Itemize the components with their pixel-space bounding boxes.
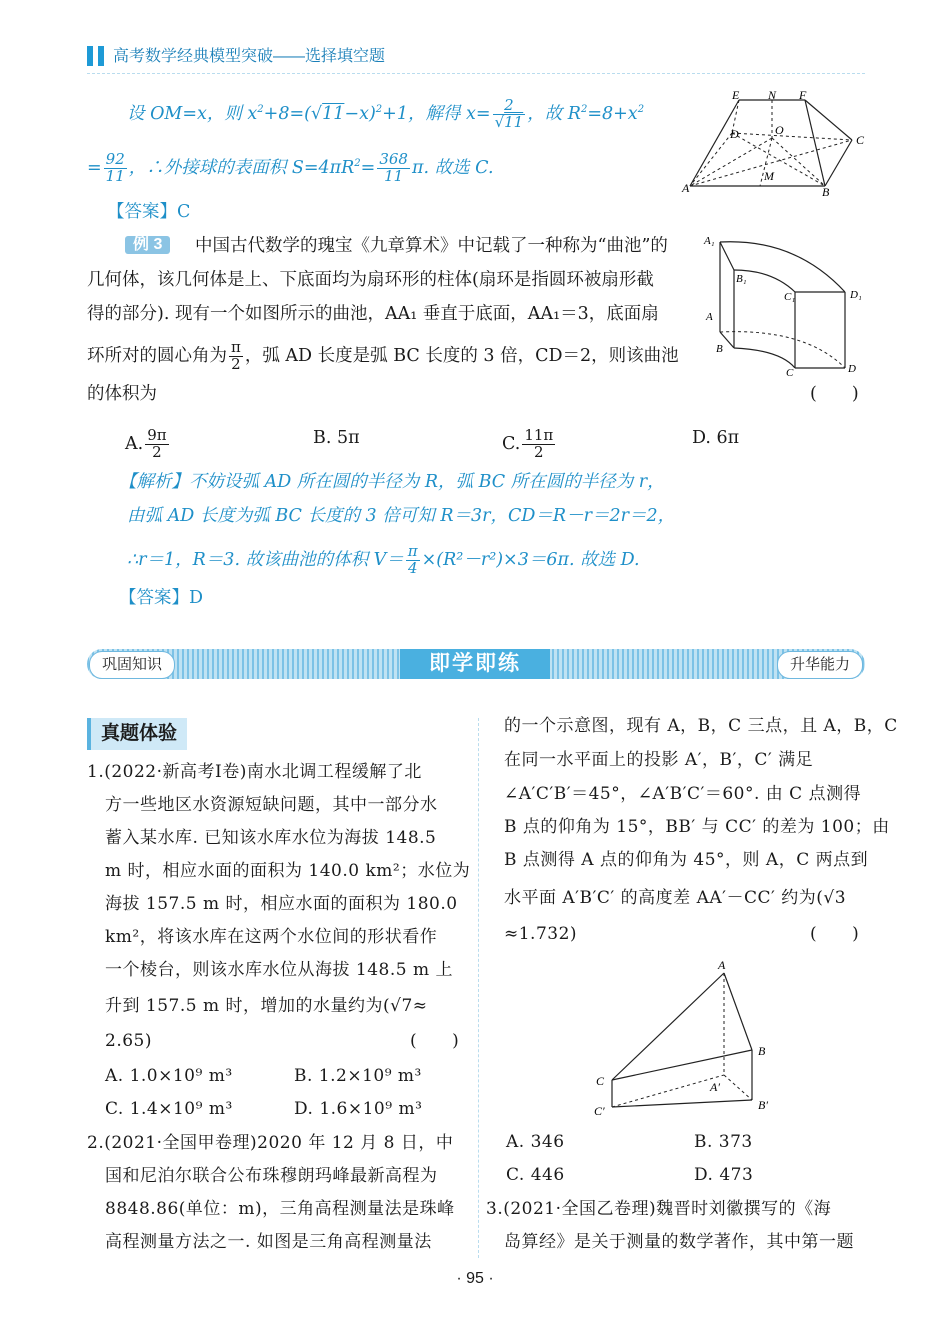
- q2-option-a: A. 346: [506, 1132, 565, 1152]
- solution3-line-1: 【解析】不妨设弧 AD 所在圆的半径为 R，弧 BC 所在圆的半径为 r，: [119, 472, 665, 492]
- text: =: [360, 157, 376, 178]
- q2-line-3: 8848.86(单位：m)，三角高程测量法是珠峰: [105, 1199, 455, 1219]
- q1-option-d: D. 1.6×10⁹ m³: [294, 1099, 423, 1119]
- q1-line-1: 1.(2022·新高考Ⅰ卷)南水北调工程缓解了北: [87, 762, 422, 782]
- frac-den: 2: [534, 442, 544, 461]
- frac-den: 4: [407, 558, 418, 577]
- text: ∴r＝1，R＝3. 故该曲池的体积 V＝: [127, 549, 404, 570]
- example-badge: [125, 236, 170, 254]
- text: ，∴外接球的表面积 S=4πR: [128, 157, 355, 178]
- q1-line-7: 一个棱台，则该水库水位从海拔 148.5 m 上: [105, 960, 453, 980]
- label-A-prime: A′: [710, 1080, 720, 1094]
- option-a: [125, 428, 171, 461]
- q2-option-d: D. 473: [694, 1165, 754, 1185]
- example3-line-4: [87, 340, 679, 373]
- answer-label: 【答案】C: [107, 202, 191, 222]
- banner-right-label: 升华能力: [777, 651, 863, 679]
- frac-num: π: [407, 542, 418, 560]
- solution-line-2: = $\frac{92}{11}$ ，∴外接球的表面积 $S=4\pi R^2=$ $\frac{368}{11}$ π. 故选 C.: [87, 150, 494, 185]
- frac-num: 92: [105, 150, 125, 168]
- label-D: D: [848, 363, 856, 375]
- q2-right-line-4: B 点的仰角为 15°，BB′ 与 CC′ 的差为 100；由: [504, 817, 890, 837]
- label-O: O: [775, 123, 784, 137]
- page-number: · 95 ·: [456, 1270, 494, 1287]
- q2-right-line-1: 的一个示意图，现有 A，B，C 三点，且 A，B，C: [504, 716, 898, 736]
- option-b: B. 5π: [313, 428, 360, 448]
- text: ，故 R: [527, 103, 581, 124]
- q1-line-8: 升到 157.5 m 时，增加的水量约为(√7≈: [105, 996, 428, 1016]
- frac-den: 2: [231, 354, 241, 373]
- label-A1: A₁: [704, 235, 715, 247]
- label-E: E: [732, 88, 740, 102]
- label-B-prime: B′: [758, 1098, 768, 1112]
- section-tag: 真题体验: [87, 718, 187, 750]
- q1-line-9: 2.65): [105, 1031, 152, 1051]
- example3-line-1: 中国古代数学的瑰宝《九章算术》中记载了一种称为“曲池”的: [195, 236, 668, 256]
- q1-line-2: 方一些地区水资源短缺问题，其中一部分水: [105, 795, 438, 815]
- frac-den: 11: [384, 166, 404, 185]
- solution-line-1: 设 OM=x，则 $x^2+8=(√11-x)^2+1$，解得 x= $\frac{2}{√11}$ ，故 $R^2=8+x^2$: [127, 96, 645, 131]
- text: 11: [322, 103, 345, 124]
- q1-line-4: m 时，相应水面的面积为 140.0 km²；水位为: [105, 861, 471, 881]
- q1-option-c: C. 1.4×10⁹ m³: [105, 1099, 233, 1119]
- label-A: A: [706, 311, 713, 323]
- frac-den: 11: [105, 166, 125, 185]
- answer-paren: ( ): [810, 384, 859, 404]
- option-a-label: A.: [125, 433, 144, 454]
- q3-line-1: 3.(2021·全国乙卷理)魏晋时刘徽撰写的《海: [486, 1199, 832, 1219]
- q3-line-2: 岛算经》是关于测量的数学著作，其中第一题: [504, 1232, 854, 1252]
- label-M: M: [764, 169, 774, 183]
- solution3-line-2: 由弧 AD 长度为弧 BC 长度的 3 倍可知 R＝3r，CD＝R－r＝2r＝2，: [127, 506, 676, 526]
- text: 环所对的圆心角为: [87, 345, 227, 366]
- text: ×(R²－r²)×3＝6π. 故选 D.: [421, 549, 640, 570]
- text: ，弧 AD 长度是弧 BC 长度的 3 倍，CD＝2，则该曲池: [244, 345, 679, 366]
- q2-line-1: 2.(2021·全国甲卷理)2020 年 12 月 8 日，中: [87, 1133, 454, 1153]
- text: =8+x: [587, 103, 638, 124]
- header-title: 高考数学经典模型突破——选择填空题: [113, 48, 386, 65]
- label-B: B: [822, 185, 830, 198]
- text: −x): [344, 103, 376, 124]
- q2-line-4: 高程测量方法之一. 如图是三角高程测量法: [105, 1232, 432, 1252]
- q1-line-6: km²，将该水库在这两个水位间的形状看作: [105, 927, 438, 947]
- label-A: A: [682, 181, 690, 195]
- triangulation-figure: [590, 955, 780, 1120]
- frac-den: 2: [152, 442, 162, 461]
- banner-title: 即学即练: [429, 652, 521, 675]
- label-A: A: [718, 958, 726, 972]
- label-C: C: [856, 133, 865, 147]
- q1-option-a: A. 1.0×10⁹ m³: [105, 1066, 233, 1086]
- text: 设 OM=x，则 x: [127, 103, 258, 124]
- header-bar-icon: [87, 46, 93, 66]
- q2-right-line-7: ≈1.732): [504, 924, 578, 944]
- example3-line-3: 得的部分). 现有一个如图所示的曲池，AA₁ 垂直于底面，AA₁＝3，底面扇: [87, 304, 659, 324]
- frustum-figure: [680, 88, 870, 198]
- label-D: D: [730, 127, 739, 141]
- label-B1: B₁: [736, 273, 747, 285]
- example3-line-2: 几何体，该几何体是上、下底面均为扇环形的柱体(扇环是指圆环被扇形截: [87, 270, 654, 290]
- header-divider: [87, 73, 865, 74]
- text: +8=(: [263, 103, 311, 124]
- q2-right-line-2: 在同一水平面上的投影 A′，B′，C′ 满足: [504, 750, 814, 770]
- column-divider: [478, 718, 479, 1258]
- label-B: B: [758, 1044, 766, 1058]
- label-C-prime: C′: [594, 1104, 605, 1118]
- label-C: C: [596, 1074, 605, 1088]
- option-c: [502, 428, 557, 461]
- curved-pool-figure: [700, 230, 870, 380]
- label-C1: C₁: [784, 291, 796, 303]
- label-B: B: [716, 343, 723, 355]
- q2-option-c: C. 446: [506, 1165, 565, 1185]
- text: +1，解得 x=: [382, 103, 491, 124]
- q2-right-line-3: ∠A′C′B′＝45°，∠A′B′C′＝60°. 由 C 点测得: [504, 784, 862, 804]
- q1-line-5: 海拔 157.5 m 时，相应水面的面积为 180.0: [105, 894, 458, 914]
- q2-option-b: B. 373: [694, 1132, 753, 1152]
- q1-option-b: B. 1.2×10⁹ m³: [294, 1066, 422, 1086]
- text: =: [87, 157, 102, 178]
- q1-answer-paren: ( ): [410, 1031, 460, 1051]
- label-C: C: [786, 367, 794, 379]
- q2-answer-paren: ( ): [810, 924, 860, 944]
- example-badge-label: 例 3: [125, 236, 170, 254]
- banner-left-label: 巩固知识: [89, 651, 175, 679]
- label-F: F: [799, 88, 807, 102]
- frac-num: 368: [379, 150, 408, 168]
- q1-line-3: 蓄入某水库. 已知该水库水位为海拔 148.5: [105, 828, 437, 848]
- header-bar-icon: [98, 46, 104, 66]
- solution3-line-3: [127, 544, 640, 577]
- example3-line-5: 的体积为: [87, 384, 157, 404]
- label-D1: D₁: [850, 289, 862, 301]
- text: π. 故选 C.: [411, 157, 494, 178]
- option-d: D. 6π: [692, 428, 740, 448]
- q2-right-line-5: B 点测得 A 点的仰角为 45°，则 A，C 两点到: [504, 850, 869, 870]
- q2-right-line-6: 水平面 A′B′C′ 的高度差 AA′－CC′ 约为(√3: [504, 888, 847, 908]
- frac-num: 9π: [147, 426, 167, 444]
- frac-den: 11: [504, 112, 524, 131]
- frac-num: 2: [493, 98, 526, 115]
- answer-label: 【答案】D: [119, 588, 204, 608]
- label-N: N: [768, 88, 777, 102]
- q2-line-2: 国和尼泊尔联合公布珠穆朗玛峰最新高程为: [105, 1166, 438, 1186]
- frac-num: π: [231, 338, 241, 356]
- option-c-label: C.: [502, 433, 521, 454]
- frac-num: 11π: [524, 426, 554, 444]
